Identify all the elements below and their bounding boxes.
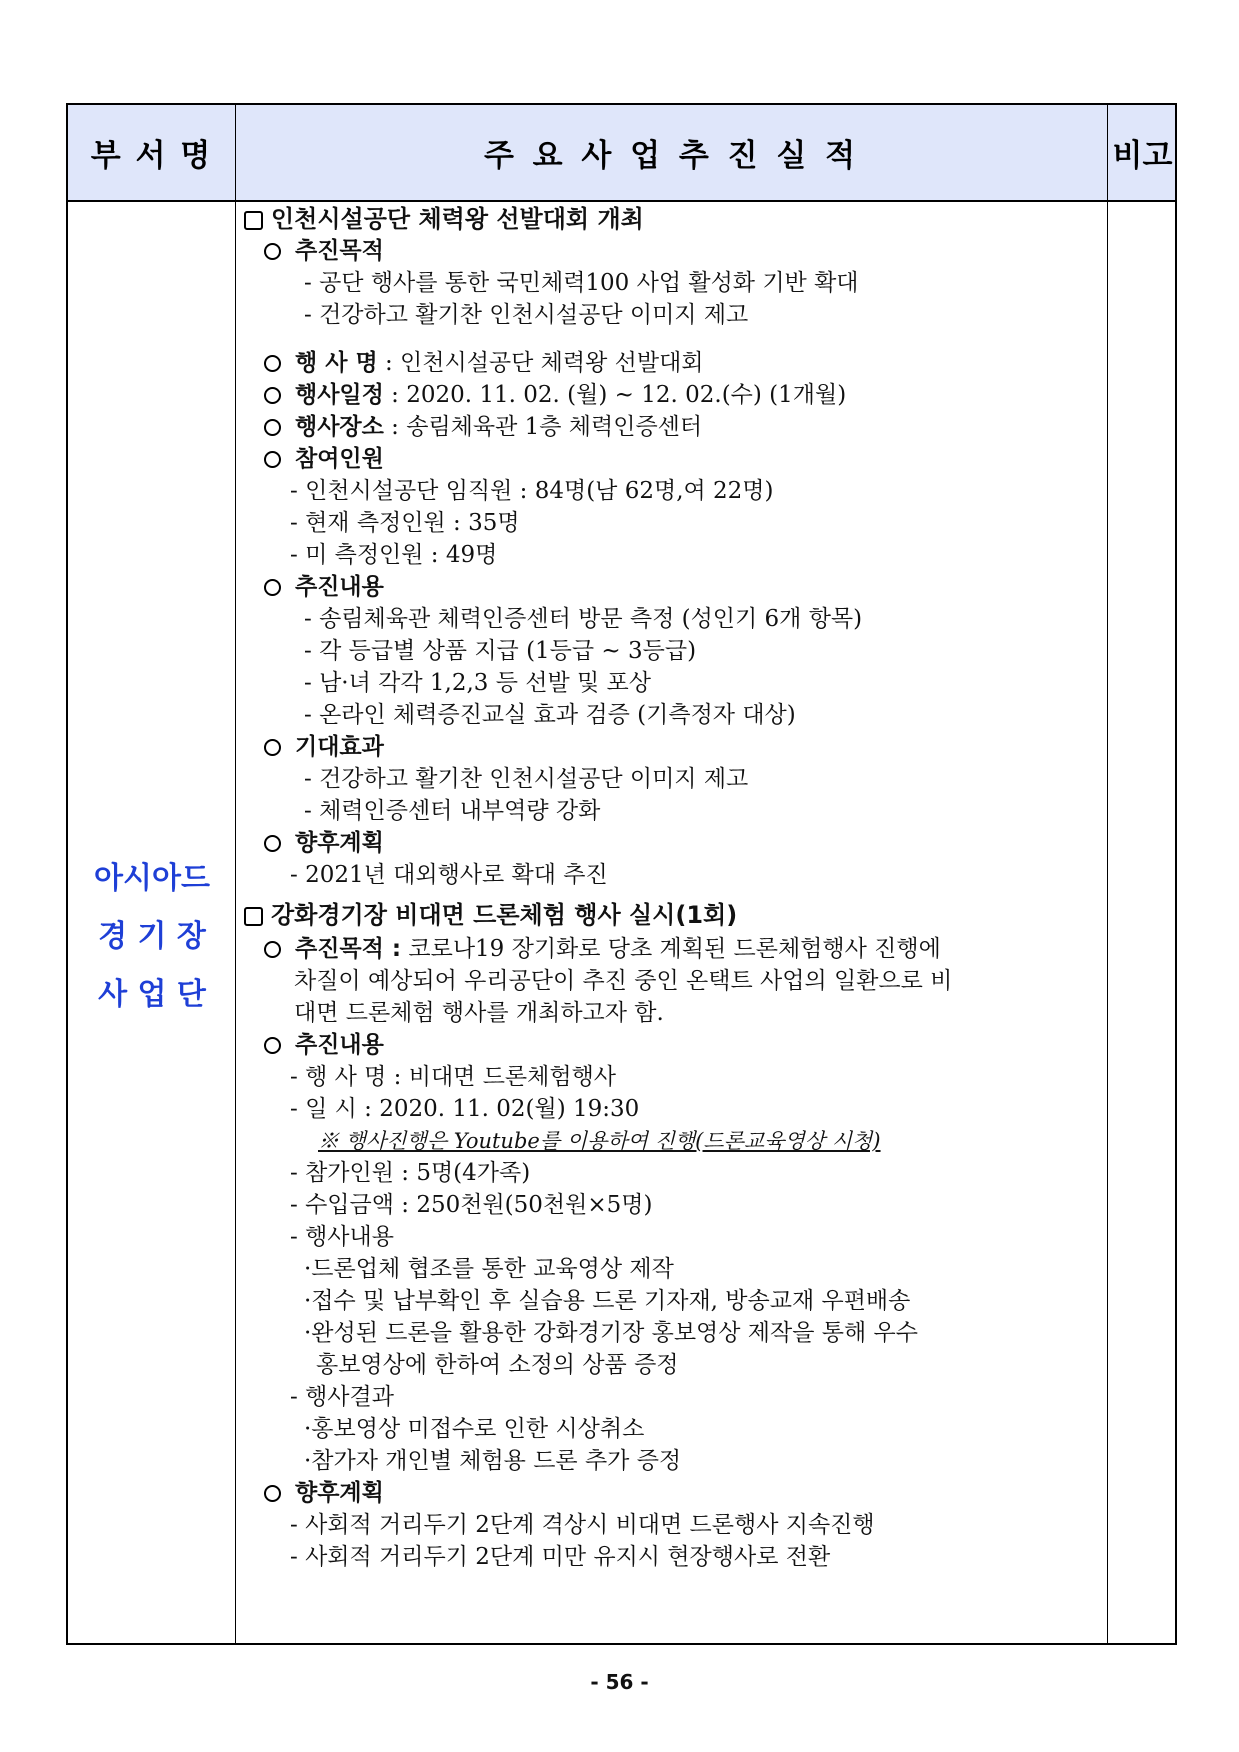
circle-bullet-icon bbox=[264, 387, 281, 404]
header-main-achievements: 주 요 사 업 추 진 실 적 bbox=[483, 138, 860, 174]
sub-list-item: ·완성된 드론을 활용한 강화경기장 홍보영상 제작을 통해 우수 bbox=[304, 1320, 918, 1346]
section-title: 인천시설공단 체력왕 선발대회 개최 bbox=[244, 204, 644, 234]
department-line: 사 업 단 bbox=[98, 977, 206, 1012]
checkbox-square-icon bbox=[244, 907, 263, 926]
list-item: - 체력인증센터 내부역량 강화 bbox=[304, 798, 601, 824]
list-item: - 참가인원 : 5명(4가족) bbox=[290, 1160, 531, 1186]
paragraph-line: 대면 드론체험 행사를 개최하고자 함. bbox=[294, 1000, 664, 1026]
item-heading: 추진내용 bbox=[264, 1030, 384, 1060]
list-item: - 일 시 : 2020. 11. 02(월) 19:30 bbox=[290, 1096, 640, 1122]
event-name-row: 행 사 명 : 인천시설공단 체력왕 선발대회 bbox=[264, 348, 704, 378]
sub-list-item: 홍보영상에 한하여 소정의 상품 증정 bbox=[316, 1352, 679, 1378]
sub-list-item: ·드론업체 협조를 통한 교육영상 제작 bbox=[304, 1256, 674, 1282]
item-heading: 향후계획 bbox=[264, 828, 384, 858]
list-item: - 수입금액 : 250천원(50천원×5명) bbox=[290, 1192, 653, 1218]
purpose-row: 추진목적 : 코로나19 장기화로 당초 계획된 드론체험행사 진행에 bbox=[264, 934, 941, 964]
list-item: - 사회적 거리두기 2단계 미만 유지시 현장행사로 전환 bbox=[290, 1544, 831, 1570]
item-heading: 향후계획 bbox=[264, 1478, 384, 1508]
circle-bullet-icon bbox=[264, 739, 281, 756]
column-divider bbox=[1107, 105, 1108, 1643]
event-place-row: 행사장소 : 송림체육관 1층 체력인증센터 bbox=[264, 412, 702, 442]
department-line: 경 기 장 bbox=[98, 919, 206, 954]
list-item: - 행 사 명 : 비대면 드론체험행사 bbox=[290, 1064, 617, 1090]
sub-list-item: ·참가자 개인별 체험용 드론 추가 증정 bbox=[304, 1448, 682, 1474]
list-item: - 미 측정인원 : 49명 bbox=[290, 542, 498, 568]
circle-bullet-icon bbox=[264, 243, 281, 260]
list-item: - 각 등급별 상품 지급 (1등급 ~ 3등급) bbox=[304, 638, 697, 664]
list-item: - 남·녀 각각 1,2,3 등 선발 및 포상 bbox=[304, 670, 651, 696]
item-heading: 기대효과 bbox=[264, 732, 384, 762]
header-remarks: 비고 bbox=[1112, 138, 1173, 174]
list-item: - 2021년 대외행사로 확대 추진 bbox=[290, 862, 608, 888]
department-line: 아시아드 bbox=[94, 861, 210, 896]
item-heading: 추진내용 bbox=[264, 572, 384, 602]
list-item: - 행사결과 bbox=[290, 1384, 394, 1410]
checkbox-square-icon bbox=[244, 211, 263, 230]
main-table bbox=[66, 103, 1177, 1645]
sub-list-item: ·접수 및 납부확인 후 실습용 드론 기자재, 방송교재 우편배송 bbox=[304, 1288, 911, 1314]
list-item: - 행사내용 bbox=[290, 1224, 394, 1250]
circle-bullet-icon bbox=[264, 355, 281, 372]
list-item: - 사회적 거리두기 2단계 격상시 비대면 드론행사 지속진행 bbox=[290, 1512, 875, 1538]
circle-bullet-icon bbox=[264, 1037, 281, 1054]
list-item: - 건강하고 활기찬 인천시설공단 이미지 제고 bbox=[304, 766, 749, 792]
header-department: 부 서 명 bbox=[90, 138, 213, 174]
department-name bbox=[68, 850, 236, 1024]
list-item: - 인천시설공단 임직원 : 84명(남 62명,여 22명) bbox=[290, 478, 774, 504]
list-item: - 건강하고 활기찬 인천시설공단 이미지 제고 bbox=[304, 302, 749, 328]
list-item: - 송림체육관 체력인증센터 방문 측정 (성인기 6개 항목) bbox=[304, 606, 863, 632]
list-item: - 온라인 체력증진교실 효과 검증 (기측정자 대상) bbox=[304, 702, 796, 728]
circle-bullet-icon bbox=[264, 1485, 281, 1502]
list-item: - 공단 행사를 통한 국민체력100 사업 활성화 기반 확대 bbox=[304, 270, 859, 296]
paragraph-line: 차질이 예상되어 우리공단이 추진 중인 온택트 사업의 일환으로 비 bbox=[294, 968, 953, 994]
item-heading: 참여인원 bbox=[264, 444, 384, 474]
section-title: 강화경기장 비대면 드론체험 행사 실시(1회) bbox=[244, 900, 737, 930]
circle-bullet-icon bbox=[264, 941, 281, 958]
sub-list-item: ·홍보영상 미접수로 인한 시상취소 bbox=[304, 1416, 645, 1442]
circle-bullet-icon bbox=[264, 419, 281, 436]
circle-bullet-icon bbox=[264, 451, 281, 468]
circle-bullet-icon bbox=[264, 835, 281, 852]
page-number: - 56 - bbox=[590, 1670, 649, 1694]
item-heading: 추진목적 bbox=[264, 236, 384, 266]
note-text: ※ 행사진행은 Youtube를 이용하여 진행(드론교육영상 시청) bbox=[318, 1129, 881, 1153]
event-date-row: 행사일정 : 2020. 11. 02. (월) ~ 12. 02.(수) (1개월) bbox=[264, 380, 846, 410]
circle-bullet-icon bbox=[264, 579, 281, 596]
list-item: - 현재 측정인원 : 35명 bbox=[290, 510, 520, 536]
